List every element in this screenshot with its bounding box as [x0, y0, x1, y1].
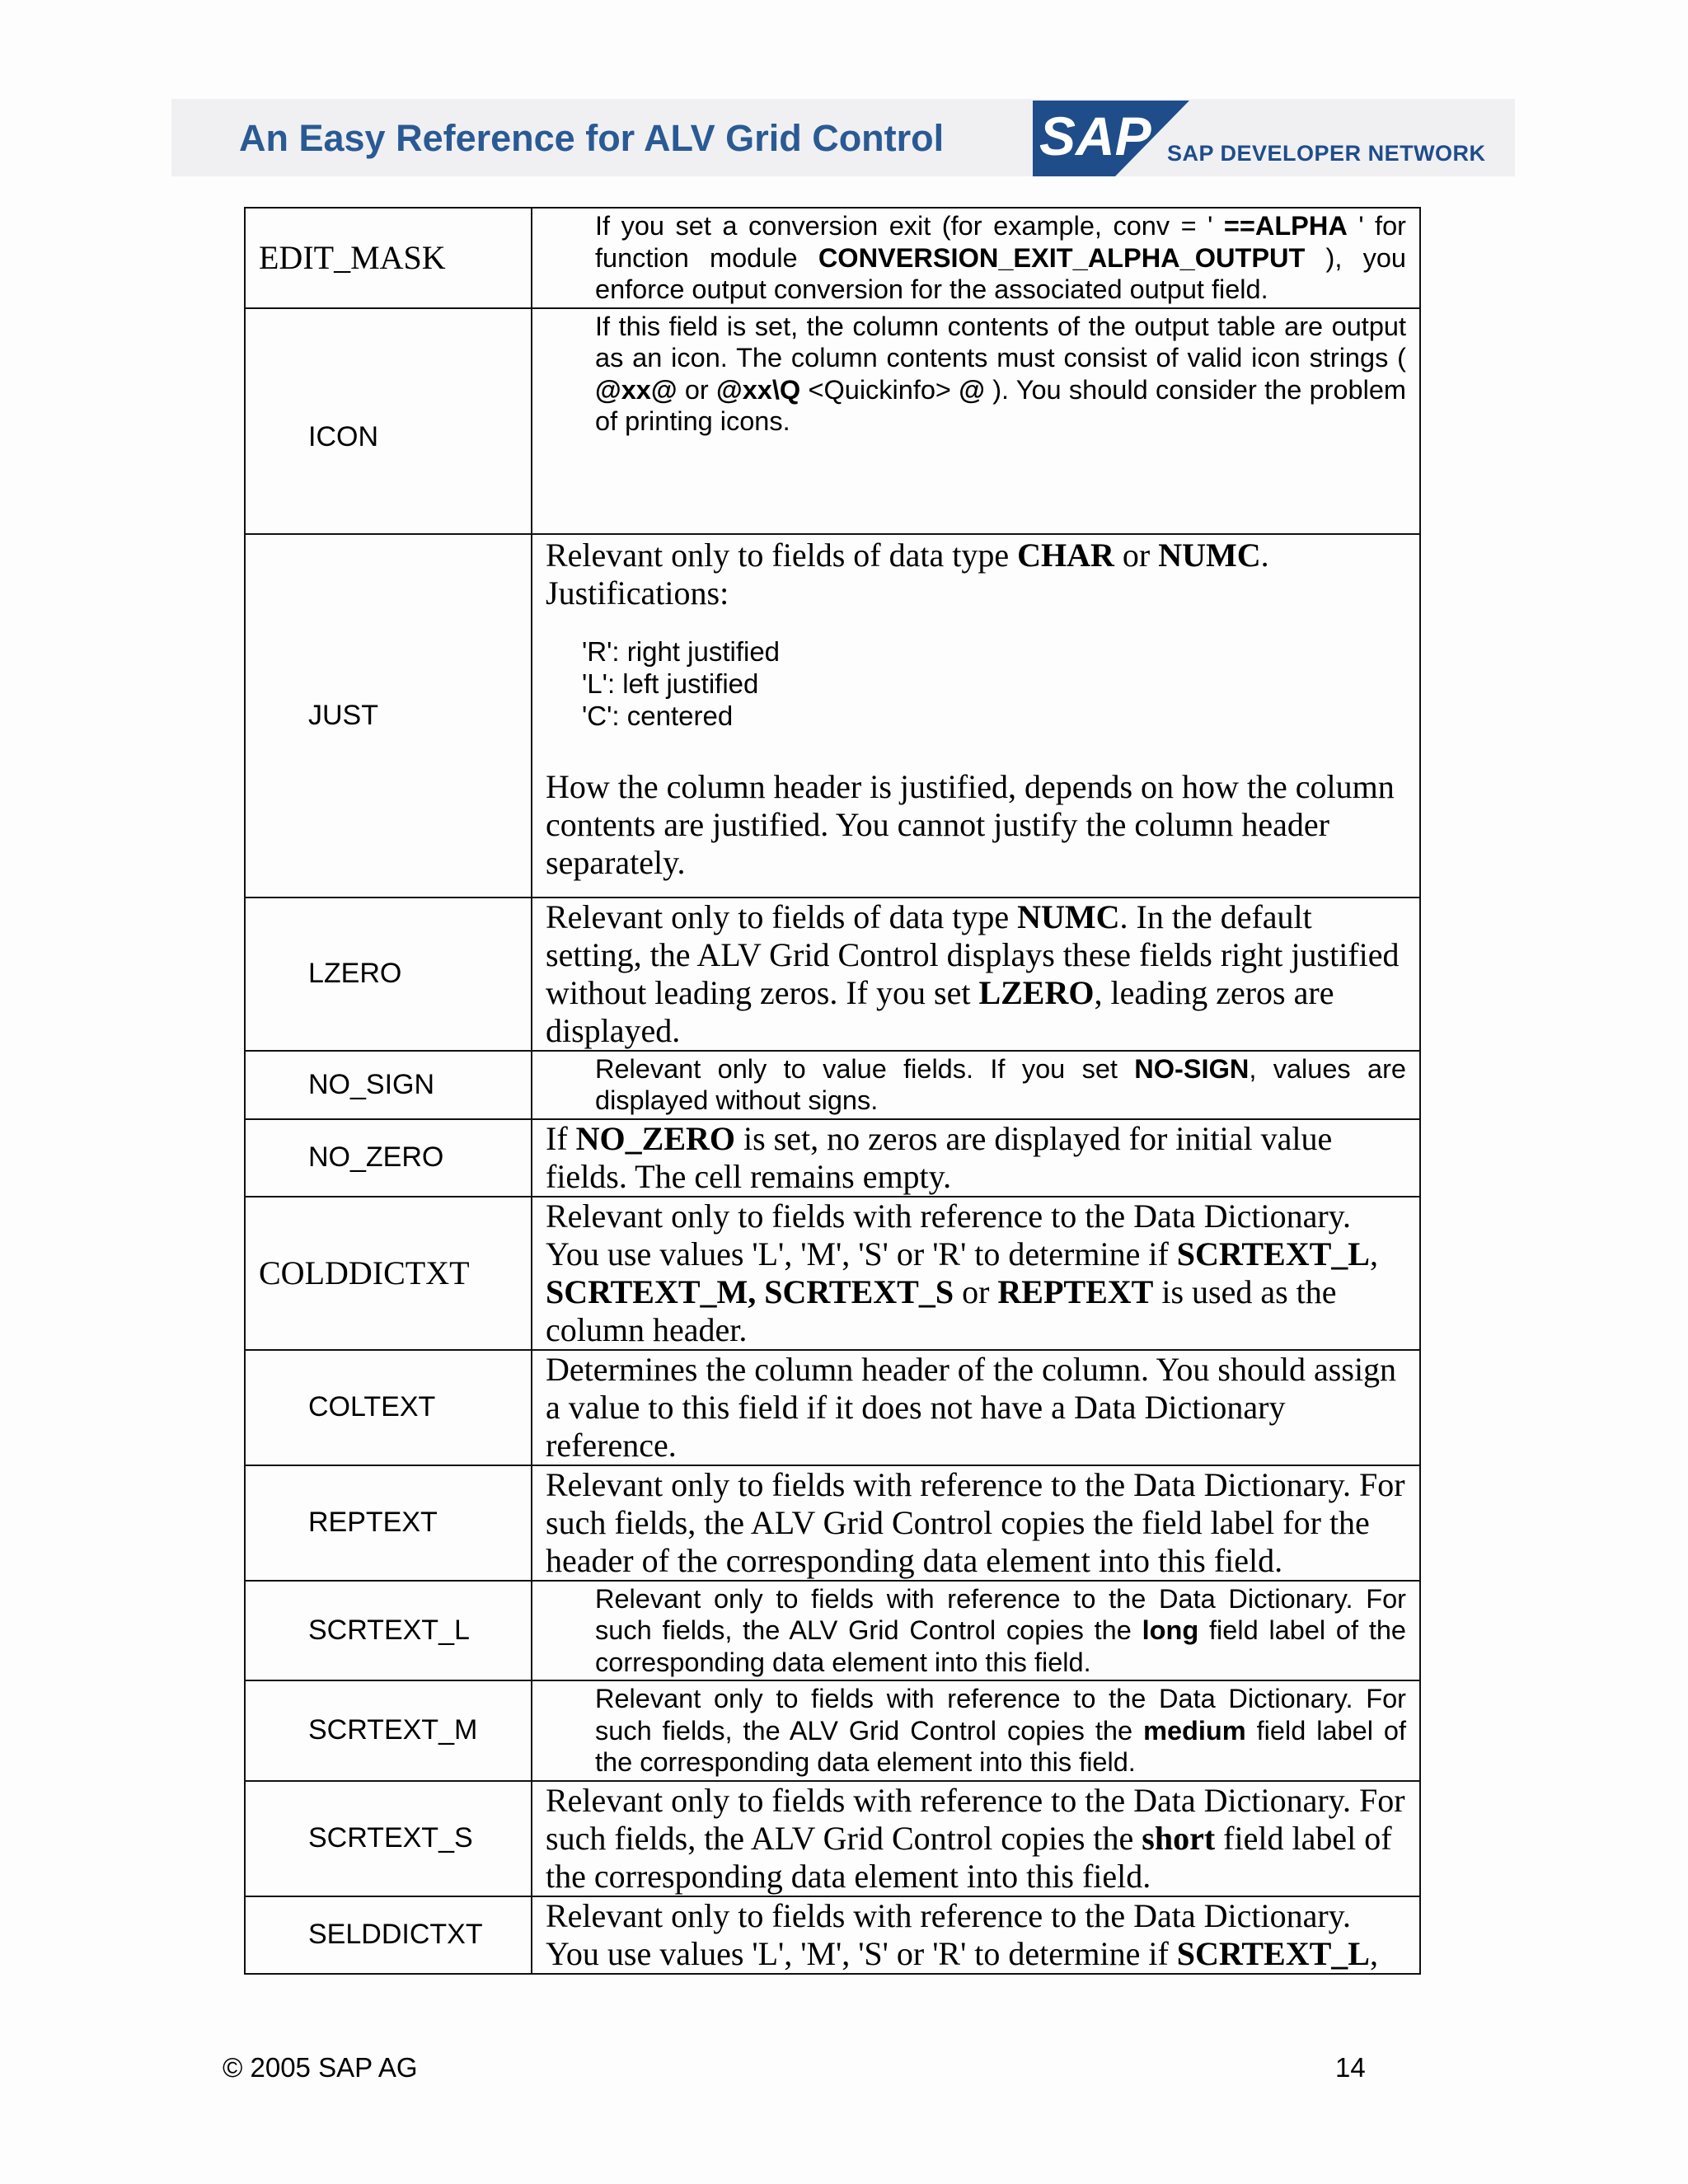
justifications-label: Justifications:	[546, 574, 729, 612]
field-description-outro: How the column header is justified, depends on how the column contents are justified. You cannot justify the column header separately.	[546, 767, 1395, 881]
field-name: SCRTEXT_S	[308, 1822, 473, 1854]
field-description: If you set a conversion exit (for example, conv = ' ==ALPHA ' for function module CONVERSION_EXIT_ALPHA_OUTPUT ), you enforce output conversion for the associated output field.	[595, 211, 1406, 304]
table-row	[245, 1781, 1420, 1896]
field-name: SELDDICTXT	[308, 1919, 483, 1950]
field-description: Relevant only to fields with reference to the Data Dictionary. You use values 'L', 'M', 'S' or 'R' to determine if SCRTEXT_L, SCRTEXT_M, SCRTEXT_S or REPTEXT is used as the column header.	[546, 1197, 1378, 1348]
table-row	[245, 1465, 1420, 1581]
field-name: JUST	[308, 699, 378, 731]
field-description: Relevant only to fields with reference to the Data Dictionary. For such fields, the ALV Grid Control copies the long field label of the corresponding data element into this field.	[595, 1583, 1406, 1677]
justification-list	[532, 635, 1419, 732]
field-name: SCRTEXT_L	[308, 1614, 470, 1646]
page-number: 14	[1335, 2052, 1366, 2083]
footer-copyright: © 2005 SAP AG	[223, 2052, 418, 2083]
field-description: Relevant only to fields with reference to the Data Dictionary. For such fields, the ALV Grid Control copies the field label for the header of the corresponding data element into this field.	[546, 1465, 1405, 1579]
list-item: 'C': centered	[582, 700, 734, 731]
table-row	[245, 1680, 1420, 1781]
field-description: Relevant only to fields with reference to the Data Dictionary. You use values 'L', 'M', 'S' or 'R' to determine if SCRTEXT_L,	[546, 1896, 1378, 1972]
field-name: NO_SIGN	[308, 1068, 435, 1100]
field-name: EDIT_MASK	[259, 239, 446, 277]
field-name: NO_ZERO	[308, 1141, 444, 1173]
table-row	[245, 1896, 1420, 1974]
document-title: An Easy Reference for ALV Grid Control	[239, 117, 945, 159]
table-row	[245, 308, 1420, 534]
field-description: Relevant only to fields with reference to the Data Dictionary. For such fields, the ALV Grid Control copies the short field label of the corresponding data element into this field.	[546, 1781, 1405, 1895]
table-row	[245, 898, 1420, 1051]
table-row	[245, 1197, 1420, 1350]
field-description: If NO_ZERO is set, no zeros are displayed for initial value fields. The cell remains empty.	[546, 1119, 1333, 1195]
list-item: 'R': right justified	[582, 635, 781, 667]
field-name: COLDDICTXT	[259, 1254, 470, 1291]
table-row	[245, 208, 1420, 308]
field-name: REPTEXT	[308, 1507, 438, 1538]
field-description: Determines the column header of the column. You should assign a value to this field if it does not have a Data Dictionary reference.	[546, 1350, 1397, 1464]
sap-logo	[1033, 101, 1189, 176]
field-description-intro: Relevant only to fields of data type CHAR or NUMC.	[546, 536, 1269, 574]
field-reference-table	[244, 207, 1421, 1975]
table-row	[245, 1051, 1420, 1119]
table-row	[245, 1581, 1420, 1681]
field-name: SCRTEXT_M	[308, 1714, 478, 1746]
sap-logo-text: SAP	[1039, 105, 1151, 166]
field-description: Relevant only to fields of data type NUMC. In the default setting, the ALV Grid Control displays these fields right justified without leading zeros. If you set LZERO, leading zeros are displayed.	[546, 898, 1400, 1049]
list-item: 'L': left justified	[582, 668, 759, 699]
field-description: Relevant only to value fields. If you set NO-SIGN, values are displayed without signs.	[595, 1053, 1406, 1115]
developer-network-label: SAP DEVELOPER NETWORK	[1167, 141, 1486, 166]
table-row	[245, 534, 1420, 898]
field-name: ICON	[308, 421, 378, 452]
field-name: LZERO	[308, 958, 402, 989]
table-row	[245, 1350, 1420, 1465]
field-name: COLTEXT	[308, 1391, 436, 1422]
field-description: If this field is set, the column contents of the output table are output as an icon. The column contents must consist of valid icon strings ( @xx@ or @xx\Q <Quickinfo> @ ). You should consider the problem of printing icons.	[595, 311, 1407, 436]
field-description: Relevant only to fields with reference to the Data Dictionary. For such fields, the ALV Grid Control copies the medium field label of the corresponding data element into this field.	[595, 1684, 1406, 1777]
table-row	[245, 1119, 1420, 1197]
